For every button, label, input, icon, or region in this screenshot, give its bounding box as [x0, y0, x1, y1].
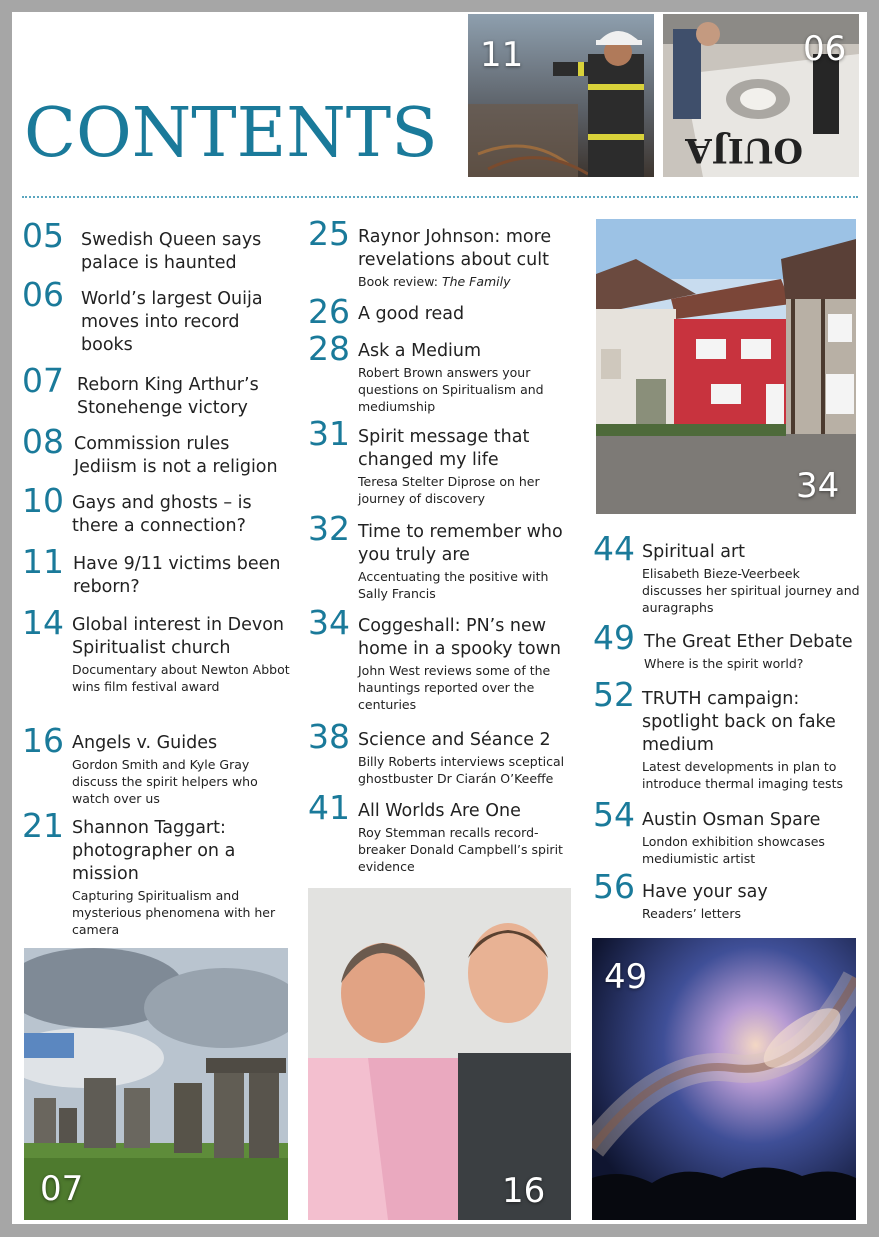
contents-entry[interactable]	[308, 788, 578, 875]
contents-entry[interactable]	[22, 603, 292, 695]
entry-description: Documentary about Newton Abbot wins film festival award	[72, 662, 290, 694]
entry-page-number: 08	[22, 422, 64, 461]
entry-headline: Science and Séance 2	[358, 730, 551, 750]
entry-headline: Reborn King Arthur’s Stonehenge victory	[77, 375, 259, 418]
entry-page-number: 32	[308, 509, 350, 548]
entry-page-number: 49	[593, 618, 635, 657]
entry-page-number: 52	[593, 675, 635, 714]
entry-page-number: 21	[22, 806, 64, 845]
entry-headline: A good read	[358, 304, 465, 324]
photo-page-number: 06	[803, 29, 847, 69]
entry-page-number: 16	[22, 721, 64, 760]
entry-page-number: 26	[308, 292, 350, 331]
entry-page-number: 28	[308, 329, 350, 368]
firefighter-photo	[468, 14, 654, 177]
contents-entry[interactable]	[308, 214, 578, 290]
entry-headline: The Great Ether Debate	[644, 632, 853, 652]
entry-page-number: 06	[22, 275, 64, 314]
contents-entry[interactable]	[22, 721, 292, 807]
entry-description: Latest developments in plan to introduce thermal imaging tests	[642, 759, 843, 791]
book-title: The Family	[441, 274, 511, 289]
ouija-photo	[663, 14, 859, 177]
contents-page	[12, 12, 867, 1224]
contents-entry[interactable]	[308, 329, 578, 415]
entry-page-number: 54	[593, 795, 635, 834]
dotted-divider	[22, 196, 858, 198]
entry-page-number: 11	[22, 542, 64, 581]
entry-description-text: Book review:	[358, 274, 442, 289]
entry-description: Elisabeth Bieze-Veerbeek discusses her spiritual journey and auragraphs	[642, 566, 860, 615]
contents-entry[interactable]	[308, 717, 578, 787]
entry-page-number: 38	[308, 717, 350, 756]
contents-entry[interactable]	[22, 216, 292, 275]
entry-page-number: 25	[308, 214, 350, 253]
entry-headline: Angels v. Guides	[72, 733, 218, 753]
entry-page-number: 31	[308, 414, 350, 453]
page-title: CONTENTS	[24, 94, 438, 173]
contents-entry[interactable]	[22, 422, 292, 479]
entry-description: Gordon Smith and Kyle Gray discuss the spirit helpers who watch over us	[72, 757, 258, 806]
entry-headline: Raynor Johnson: more revelations about cult	[358, 227, 552, 270]
contents-entry[interactable]	[593, 795, 863, 867]
entry-page-number: 07	[22, 361, 64, 400]
contents-entry[interactable]	[22, 806, 292, 938]
photo-page-number: 34	[796, 466, 840, 506]
svg-text:OUIJA: OUIJA	[685, 130, 803, 170]
entry-page-number: 10	[22, 481, 64, 520]
contents-entry[interactable]	[308, 414, 578, 507]
coggeshall-house-photo	[596, 219, 856, 514]
contents-entry[interactable]	[22, 275, 292, 357]
contents-entry[interactable]	[593, 675, 863, 792]
contents-entry[interactable]	[308, 603, 578, 713]
entry-headline: Austin Osman Spare	[642, 810, 821, 830]
entry-description	[358, 273, 578, 290]
entry-page-number: 05	[22, 216, 64, 255]
entry-description: London exhibition showcases mediumistic artist	[642, 834, 825, 866]
mediums-photo	[308, 888, 571, 1220]
entry-headline: Coggeshall: PN’s new home in a spooky town	[358, 616, 562, 659]
stonehenge-photo	[24, 948, 288, 1220]
entry-headline: Spiritual art	[642, 542, 746, 562]
contents-entry[interactable]	[22, 481, 292, 538]
entry-page-number: 41	[308, 788, 350, 827]
contents-entry[interactable]	[308, 509, 578, 602]
entry-headline: Shannon Taggart: photographer on a mission	[72, 818, 236, 884]
entry-description: Accentuating the positive with Sally Francis	[358, 569, 549, 601]
contents-entry[interactable]	[593, 618, 863, 672]
entry-description: Billy Roberts interviews sceptical ghostbuster Dr Ciarán O’Keeffe	[358, 754, 565, 786]
entry-description: John West reviews some of the hauntings reported over the centuries	[358, 663, 551, 712]
entry-headline: Commission rules Jediism is not a religion	[74, 434, 278, 477]
photo-page-number: 07	[40, 1169, 84, 1209]
entry-headline: Ask a Medium	[358, 341, 482, 361]
photo-page-number: 49	[604, 957, 648, 997]
photo-page-number: 11	[480, 35, 524, 75]
entry-headline: World’s largest Ouija moves into record books	[81, 289, 263, 355]
entry-headline: Gays and ghosts – is there a connection?	[72, 493, 252, 536]
entry-headline: Time to remember who you truly are	[358, 522, 563, 565]
entry-description: Roy Stemman recalls record-breaker Donald Campbell’s spirit evidence	[358, 825, 563, 874]
entry-headline: Have 9/11 victims been reborn?	[73, 554, 281, 597]
contents-entry[interactable]	[22, 361, 292, 420]
entry-headline: TRUTH campaign: spotlight back on fake medium	[642, 689, 836, 755]
entry-description: Teresa Stelter Diprose on her journey of discovery	[358, 474, 540, 506]
entry-page-number: 14	[22, 603, 64, 642]
entry-headline: Swedish Queen says palace is haunted	[81, 230, 262, 273]
entry-headline: All Worlds Are One	[358, 801, 521, 821]
entry-page-number: 34	[308, 603, 350, 642]
contents-entry[interactable]	[22, 542, 292, 599]
entry-page-number: 56	[593, 867, 635, 906]
entry-description: Capturing Spiritualism and mysterious phenomena with her camera	[72, 888, 276, 937]
entry-headline: Global interest in Devon Spiritualist church	[72, 615, 284, 658]
entry-description: Readers’ letters	[642, 906, 742, 921]
contents-entry[interactable]	[308, 292, 578, 331]
contents-entry[interactable]	[593, 867, 863, 922]
entry-headline: Spirit message that changed my life	[358, 427, 530, 470]
entry-page-number: 44	[593, 529, 635, 568]
galaxy-photo	[592, 938, 856, 1220]
entry-headline: Have your say	[642, 882, 768, 902]
entry-description: Where is the spirit world?	[644, 656, 804, 671]
entry-description: Robert Brown answers your questions on Spiritualism and mediumship	[358, 365, 544, 414]
photo-page-number: 16	[502, 1171, 546, 1211]
contents-entry[interactable]	[593, 529, 863, 616]
